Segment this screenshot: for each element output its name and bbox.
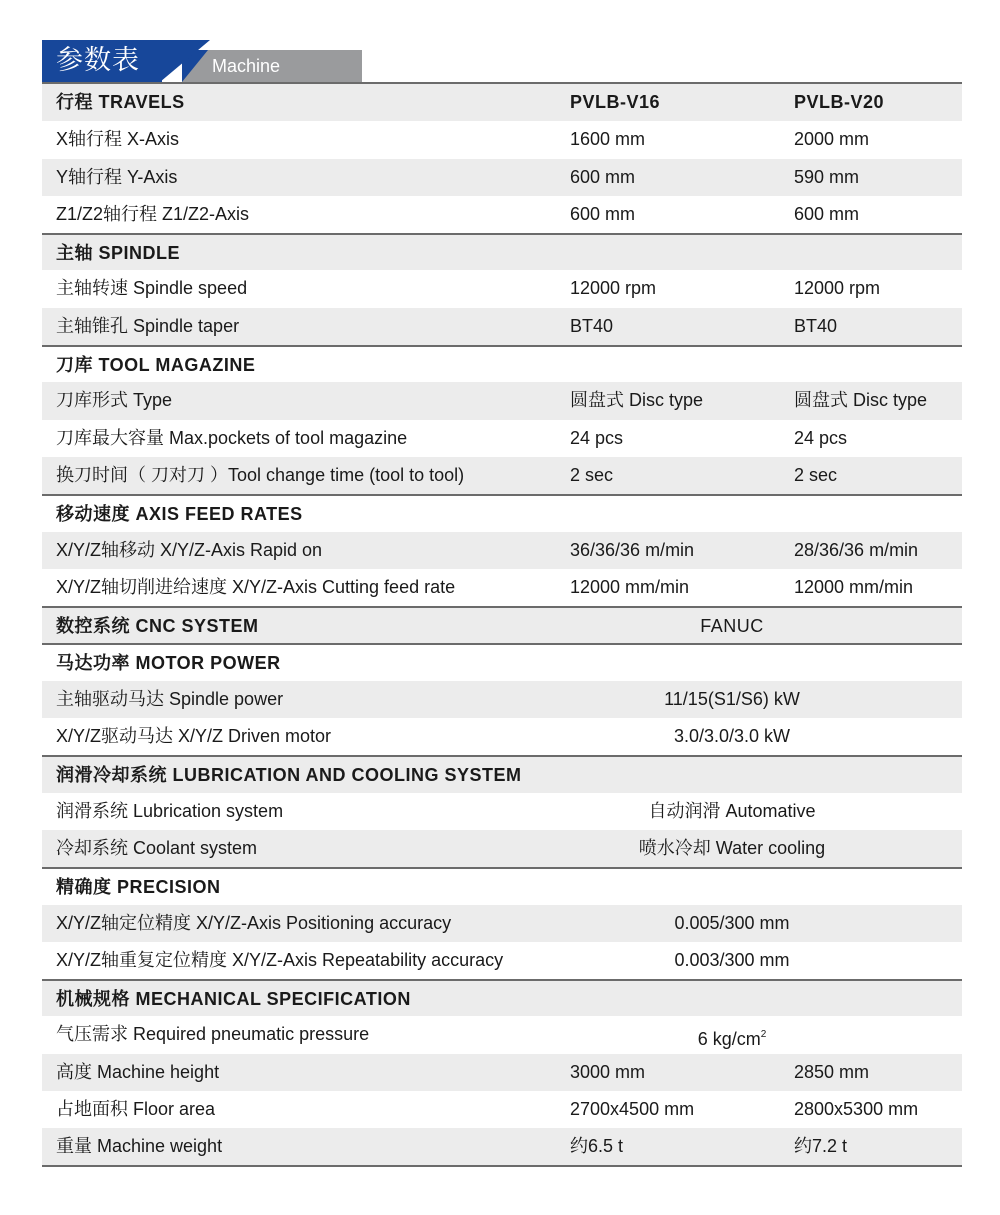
row-value-shared: 3.0/3.0/3.0 kW [673, 726, 791, 747]
row-label: 占地面积 Floor area [56, 1099, 216, 1120]
row-value-model-2: BT40 [794, 315, 838, 336]
section-title: 机械规格 MECHANICAL SPECIFICATION [56, 989, 411, 1010]
row-value-model-1: 3000 mm [570, 1061, 646, 1082]
section-title: 润滑冷却系统 LUBRICATION AND COOLING SYSTEM [56, 765, 522, 786]
row-value-model-2: 590 mm [794, 166, 860, 187]
section-title: 主轴 SPINDLE [56, 243, 181, 264]
table-row [42, 532, 962, 569]
row-label: X轴行程 X-Axis [56, 129, 180, 150]
table-row [42, 420, 962, 457]
table-row [42, 1091, 962, 1128]
row-value-model-2: 24 pcs [794, 427, 848, 448]
row-value-model-1: 600 mm [570, 166, 636, 187]
section-motor-power [42, 643, 962, 680]
row-label: 重量 Machine weight [56, 1136, 223, 1157]
table-row [42, 569, 962, 606]
column-header-model-1: PVLB-V16 [570, 92, 661, 112]
table-row [42, 1054, 962, 1091]
row-value-model-1: 12000 mm/min [570, 576, 690, 597]
section-title: 刀库 TOOL MAGAZINE [56, 355, 256, 376]
row-label: X/Y/Z轴切削进给速度 X/Y/Z-Axis Cutting feed rate [56, 576, 456, 597]
title-slant [160, 40, 210, 82]
table-bottom-rule [42, 1165, 962, 1167]
table-row [42, 382, 962, 419]
title-en: Machine [182, 50, 362, 82]
section-title: 马达功率 MOTOR POWER [56, 653, 281, 674]
row-value-model-1: 1600 mm [570, 129, 646, 150]
row-label: 高度 Machine height [56, 1061, 220, 1082]
section-title: 移动速度 AXIS FEED RATES [56, 504, 303, 525]
table-row [42, 681, 962, 718]
row-value-model-2: 圆盘式 Disc type [794, 390, 928, 411]
row-value-model-2: 2800x5300 mm [794, 1099, 919, 1120]
row-label: 换刀时间（ 刀对刀 ）Tool change time (tool to tool) [56, 464, 465, 485]
row-value-model-2: 约7.2 t [794, 1136, 848, 1157]
row-value-model-1: 2700x4500 mm [570, 1099, 695, 1120]
row-value-model-2: 12000 rpm [794, 278, 881, 299]
row-value-shared [570, 1016, 894, 1058]
row-label: Y轴行程 Y-Axis [56, 166, 178, 187]
section-cnc-system [42, 606, 962, 643]
table-row [42, 270, 962, 307]
row-value-model-1: 12000 rpm [570, 278, 657, 299]
table-row [42, 905, 962, 942]
row-label: 润滑系统 Lubrication system [56, 800, 284, 821]
table-row [42, 830, 962, 867]
spec-table [42, 84, 962, 1166]
row-value-shared: 0.005/300 mm [674, 912, 790, 933]
table-row [42, 159, 962, 196]
row-value-shared: 自动润滑 Automative [648, 800, 816, 821]
row-value-model-1: 36/36/36 m/min [570, 539, 695, 560]
section-title: 行程 TRAVELS [56, 92, 185, 112]
table-row [42, 308, 962, 345]
row-label: X/Y/Z轴移动 X/Y/Z-Axis Rapid on [56, 539, 323, 560]
column-header-model-2: PVLB-V20 [794, 92, 885, 112]
table-row [42, 121, 962, 158]
row-value-model-2: 600 mm [794, 203, 860, 224]
row-value-model-1: 约6.5 t [570, 1136, 624, 1157]
row-value-model-1: 600 mm [570, 203, 636, 224]
section-travels [42, 84, 962, 121]
row-label: 冷却系统 Coolant system [56, 837, 258, 858]
row-value-model-2: 2850 mm [794, 1061, 870, 1082]
row-value-model-1: BT40 [570, 315, 614, 336]
section-tool-magazine [42, 345, 962, 382]
row-label: 刀库形式 Type [56, 390, 173, 411]
table-row [42, 1016, 962, 1053]
table-row [42, 942, 962, 979]
section-lubrication-cooling [42, 755, 962, 792]
row-value-shared: 11/15(S1/S6) kW [664, 688, 800, 709]
table-row [42, 457, 962, 494]
section-title: 数控系统 CNC SYSTEM [56, 616, 259, 637]
row-label: X/Y/Z驱动马达 X/Y/Z Driven motor [56, 726, 332, 747]
table-row [42, 196, 962, 233]
row-value-model-1: 2 sec [570, 464, 614, 485]
page-header [42, 40, 962, 84]
section-mechanical-specification [42, 979, 962, 1016]
section-axis-feed-rates [42, 494, 962, 531]
row-label: 主轴驱动马达 Spindle power [56, 688, 284, 709]
section-title: 精确度 PRECISION [56, 877, 221, 898]
section-precision [42, 867, 962, 904]
row-label: X/Y/Z轴定位精度 X/Y/Z-Axis Positioning accuracy [56, 912, 452, 933]
row-value-model-2: 12000 mm/min [794, 576, 914, 597]
table-row [42, 718, 962, 755]
row-value-model-1: 圆盘式 Disc type [570, 390, 704, 411]
row-value-model-2: 2000 mm [794, 129, 870, 150]
row-value-model-2: 28/36/36 m/min [794, 539, 919, 560]
pneumatic-value: 6 kg/cm [697, 1029, 761, 1050]
row-label: 主轴锥孔 Spindle taper [56, 315, 240, 336]
title-cn: 参数表 [42, 40, 162, 82]
row-value-model-2: 2 sec [794, 464, 838, 485]
row-value-shared: 喷水冷却 Water cooling [638, 837, 826, 858]
pneumatic-unit-superscript: 2 [760, 1029, 767, 1041]
row-label: 主轴转速 Spindle speed [56, 278, 248, 299]
row-label: Z1/Z2轴行程 Z1/Z2-Axis [56, 203, 250, 224]
row-label: 刀库最大容量 Max.pockets of tool magazine [56, 427, 408, 448]
row-label: 气压需求 Required pneumatic pressure [56, 1024, 370, 1045]
row-value-shared: 0.003/300 mm [674, 949, 790, 970]
table-row [42, 793, 962, 830]
table-row [42, 1128, 962, 1165]
section-spindle [42, 233, 962, 270]
row-label: X/Y/Z轴重复定位精度 X/Y/Z-Axis Repeatability accuracy [56, 949, 504, 970]
row-value-model-1: 24 pcs [570, 427, 624, 448]
row-value-shared: FANUC [700, 616, 764, 637]
